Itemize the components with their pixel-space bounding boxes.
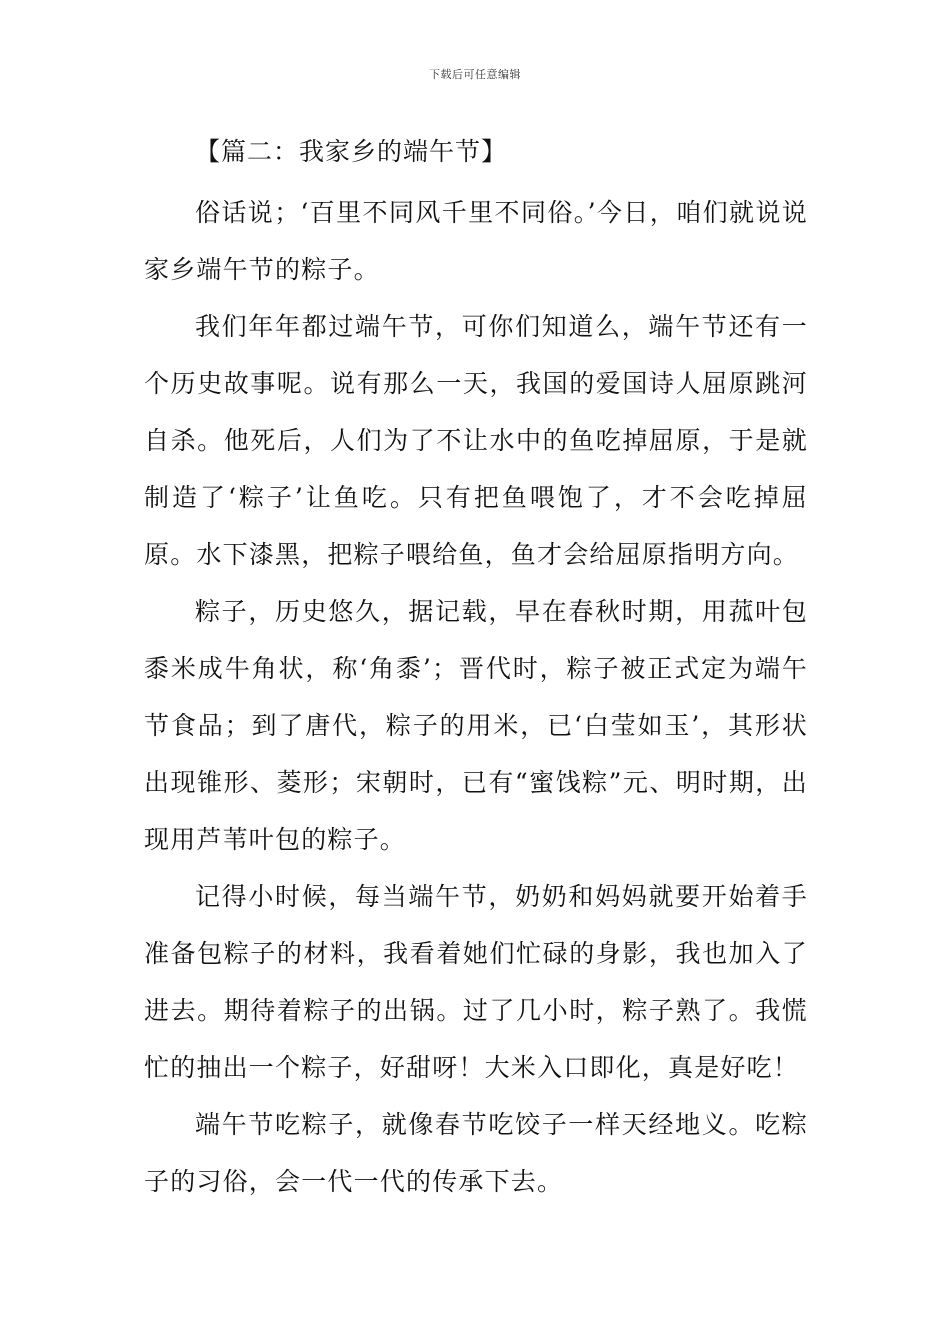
paragraph-4: 记得小时候，每当端午节，奶奶和妈妈就要开始着手准备包粽子的材料，我看着她们忙碌的身影，我也加入了进去。期待着粽子的出锅。过了几小时，粽子熟了。我慌忙的抽出一个粽子，好甜呀！大米入口即化，真是好吃！ (144, 882, 808, 1082)
paragraph-3: 粽子，历史悠久，据记载，早在春秋时期，用菰叶包黍米成牛角状，称‘角黍’；晋代时，粽子被正式定为端午节食品；到了唐代，粽子的用米，已‘白莹如玉’，其形状出现锥形、菱形；宋朝时，已有“蜜饯粽”元、明时期，出现用芦苇叶包的粽子。 (144, 597, 808, 854)
paragraph-1: 俗话说；‘百里不同风千里不同俗。’今日，咱们就说说家乡端午节的粽子。 (144, 198, 808, 284)
paragraph-5: 端午节吃粽子，就像春节吃饺子一样天经地义。吃粽子的习俗，会一代一代的传承下去。 (144, 1110, 808, 1196)
paragraph-2: 我们年年都过端午节，可你们知道么，端午节还有一个历史故事呢。说有那么一天，我国的爱国诗人屈原跳河自杀。他死后，人们为了不让水中的鱼吃掉屈原，于是就制造了‘粽子’让鱼吃。只有把鱼喂饱了，才不会吃掉屈原。水下漆黑，把粽子喂给鱼，鱼才会给屈原指明方向。 (144, 312, 808, 569)
document-body (144, 126, 808, 1210)
header-note: 下载后可任意编辑 (429, 68, 521, 81)
document-title: 【篇二：我家乡的端午节】 (195, 137, 508, 166)
